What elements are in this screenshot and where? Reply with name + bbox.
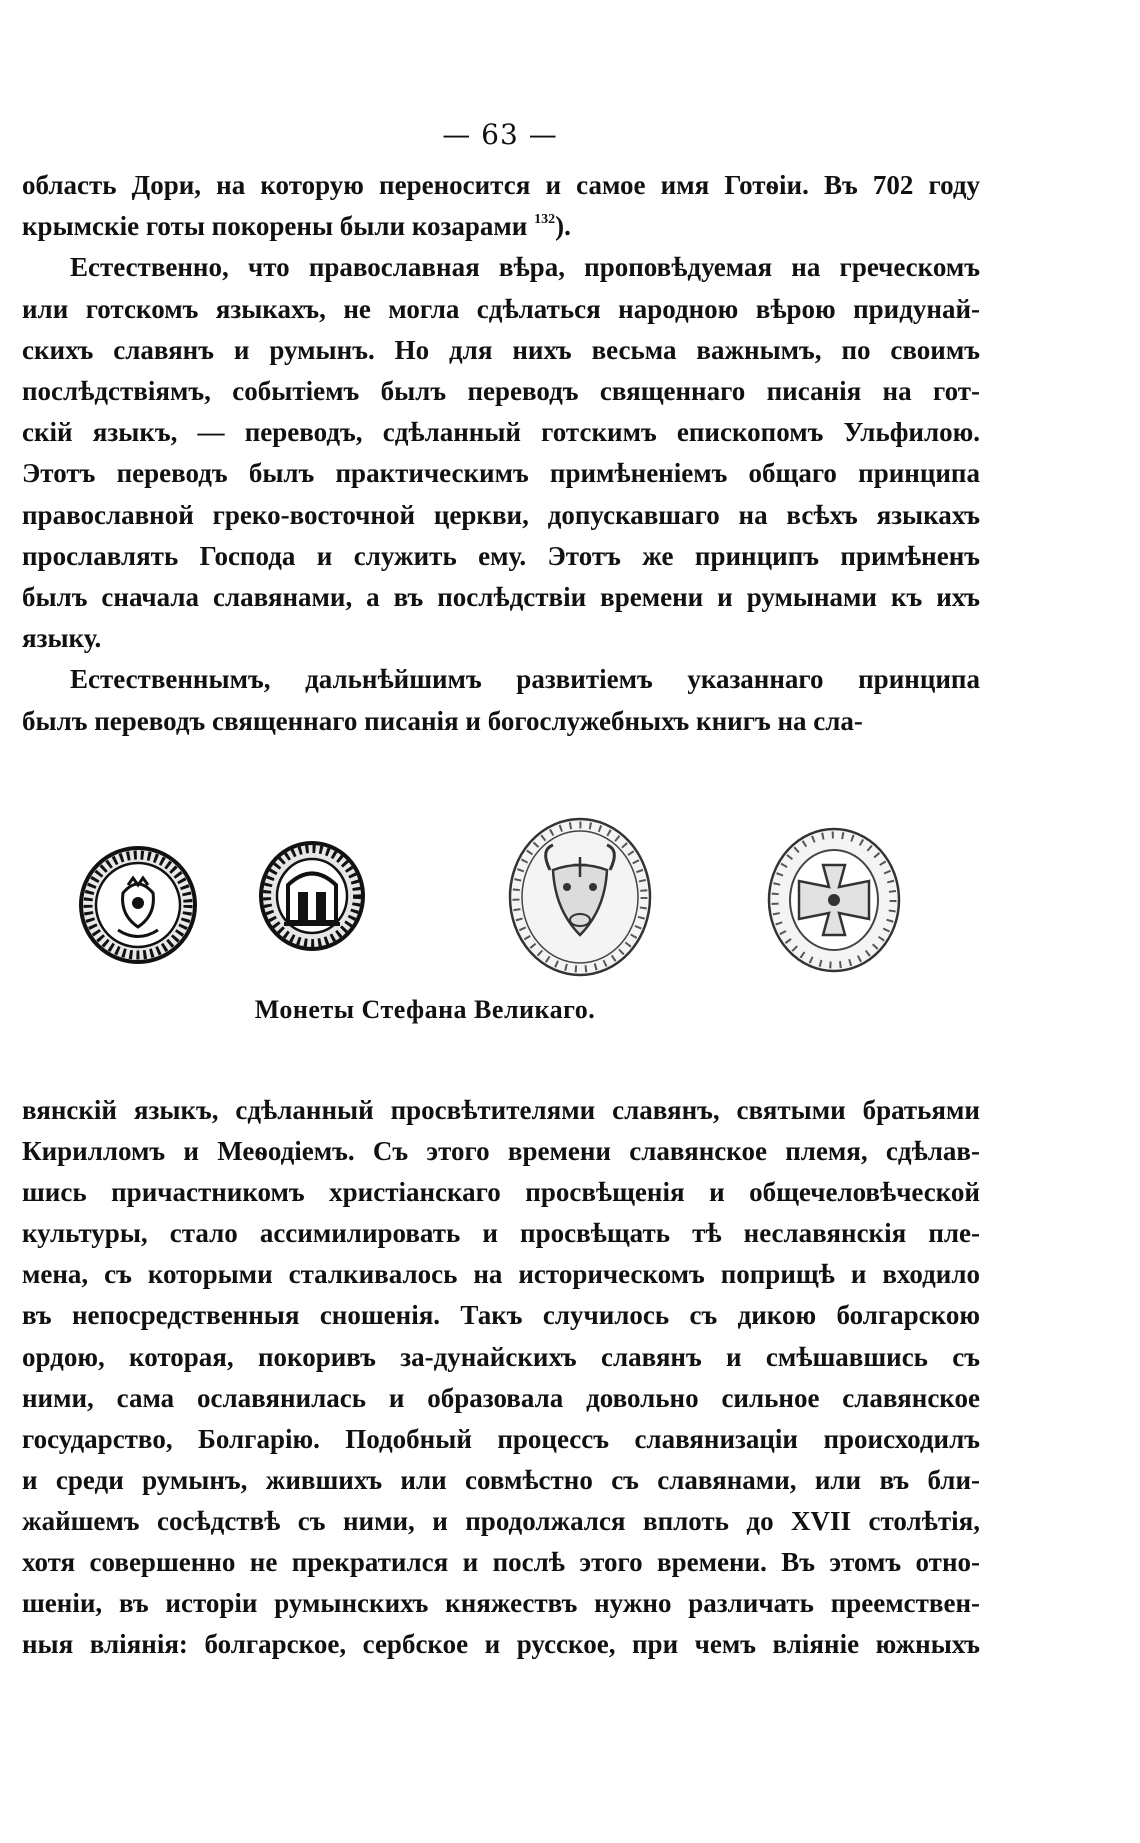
- text-line: вянскій языкъ, сдѣланный просвѣтителями славянъ, святыми братьями: [22, 1095, 980, 1125]
- footnote-tail: ).: [555, 211, 571, 242]
- text-line: государство, Болгарію. Подобный процессъ славянизаціи происходилъ: [22, 1423, 980, 1454]
- coin-building-icon: [258, 840, 366, 952]
- text-line: Естественнымъ, дальнѣйшимъ развитіемъ указаннаго принципа: [70, 664, 980, 695]
- text-line: скихъ славянъ и румынъ. Но для нихъ весьма важнымъ, по своимъ: [22, 334, 980, 365]
- text-top: [22, 165, 980, 742]
- text-line: Этотъ переводъ былъ практическимъ примѣненіемъ общаго принципа: [22, 458, 980, 489]
- text-line: ними, сама ославянилась и образовала довольно сильное славянское: [22, 1382, 980, 1413]
- text-line: Кирилломъ и Меѳодіемъ. Съ этого времени славянское племя, сдѣлав-: [22, 1136, 980, 1167]
- text-line: былъ сначала славянами, а въ послѣдствіи времени и румынами къ ихъ: [22, 582, 980, 613]
- text-line: шись причастникомъ христіанскаго просвѣщенія и общечеловѣческой: [22, 1177, 980, 1208]
- text-line: культуры, стало ассимилировать и просвѣщать тѣ неславянскія пле-: [22, 1218, 980, 1249]
- coin-aurochs-icon: [505, 815, 655, 980]
- page-number: — 63 —: [442, 118, 558, 151]
- text-bottom: [22, 1090, 980, 1665]
- text-line: область Дори, на которую переносится и самое имя Готѳіи. Въ 702 году: [22, 170, 980, 200]
- text-line: былъ переводъ священнаго писанія и богослужебныхъ книгъ на сла-: [22, 705, 863, 736]
- text-line: [22, 206, 980, 247]
- coin-head-icon: [78, 845, 198, 965]
- text-line: шеніи, въ исторіи румынскихъ княжествъ нужно различать преемствен-: [22, 1588, 980, 1619]
- text-line: скій языкъ, — переводъ, сдѣланный готскимъ епископомъ Ульфилою.: [22, 417, 980, 448]
- text-line: ордою, которая, покоривъ за-дунайскихъ славянъ и смѣшавшись съ: [22, 1341, 980, 1372]
- coin-illustrations: [0, 800, 1140, 990]
- text-line: православной греко-восточной церкви, допускавшаго на всѣхъ языкахъ: [22, 499, 980, 530]
- text-line: жайшемъ сосѣдствѣ съ ними, и продолжался вплоть до XVII столѣтія,: [22, 1505, 980, 1536]
- text-line: мена, съ которыми сталкивалось на историческомъ поприщѣ и входило: [22, 1259, 980, 1290]
- text-line: хотя совершенно не прекратился и послѣ этого времени. Въ этомъ отно-: [22, 1547, 980, 1578]
- text-line: или готскомъ языкахъ, не могла сдѣлаться народною вѣрою придунай-: [22, 293, 980, 324]
- figure-caption: Монеты Стефана Великаго.: [254, 995, 596, 1024]
- coin-cross-icon: [765, 825, 903, 975]
- text-line-body: крымскіе готы покорены были козарами: [22, 211, 535, 242]
- text-line: прославлять Господа и служить ему. Этотъ же принципъ примѣненъ: [22, 540, 980, 571]
- text-line: ныя вліянія: болгарское, сербское и русское, при чемъ вліяніе южныхъ: [22, 1629, 980, 1660]
- footnote-ref: 132: [534, 212, 556, 228]
- text-line: и среди румынъ, жившихъ или совмѣстно съ славянами, или въ бли-: [22, 1464, 980, 1495]
- text-line: Естественно, что православная вѣра, проповѣдуемая на греческомъ: [70, 252, 980, 283]
- text-line: послѣдствіямъ, событіемъ былъ переводъ священнаго писанія на гот-: [22, 376, 980, 407]
- text-line: языку.: [22, 623, 102, 654]
- text-line: въ непосредственныя сношенія. Такъ случилось съ дикою болгарскою: [22, 1300, 980, 1331]
